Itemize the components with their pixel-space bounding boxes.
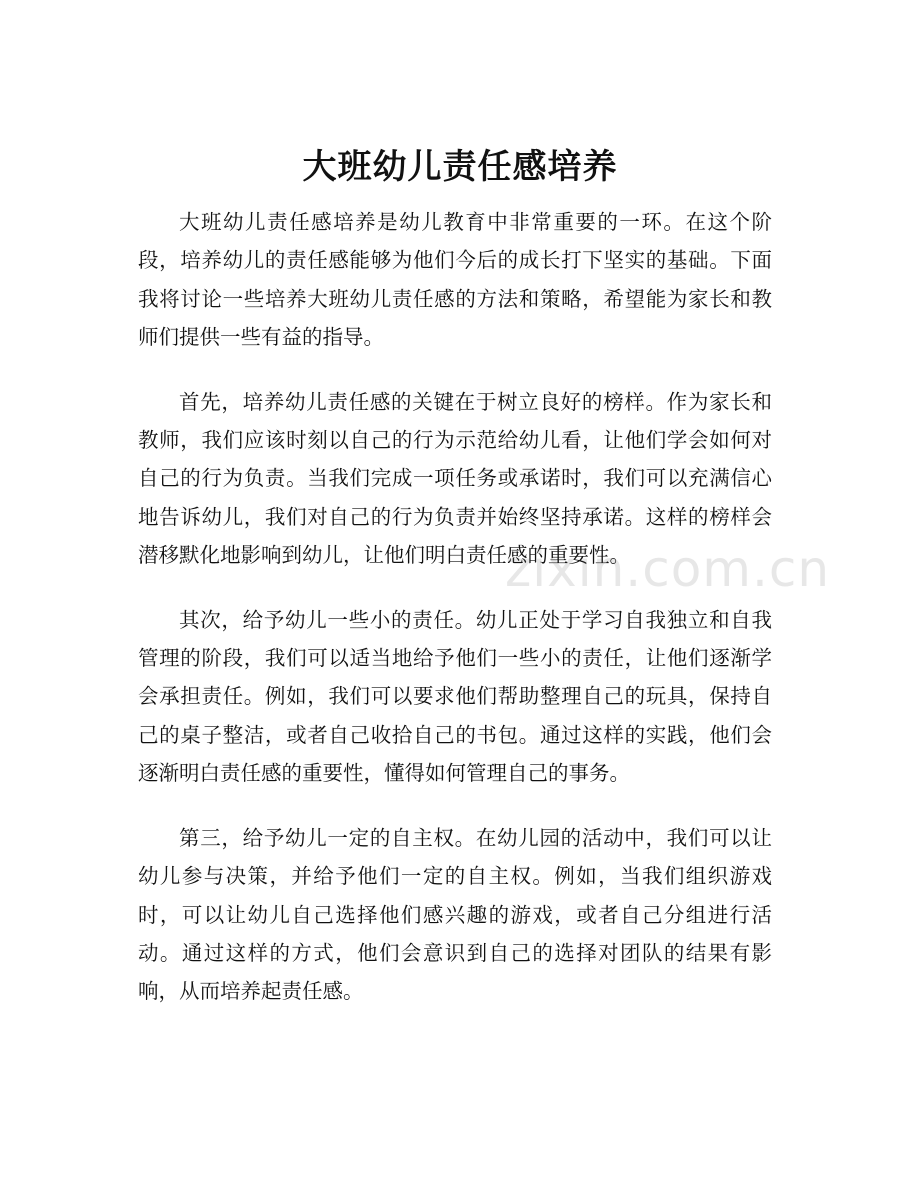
watermark: zixin.com.cn [505, 540, 831, 598]
page-title: 大班幼儿责任感培养 [302, 147, 618, 187]
paragraph-3: 其次，给予幼儿一些小的责任。幼儿正处于学习自我独立和自我管理的阶段，我们可以适当地给予他们一些小的责任，让他们逐渐学会承担责任。例如，我们可以要求他们帮助整理自己的玩具，保持自己的桌子整洁，或者自己收拾自己的书包。通过这样的实践，他们会逐渐明白责任感的重要性，懂得如何管理自己的事务。 [138, 607, 772, 786]
paragraph-4: 第三，给予幼儿一定的自主权。在幼儿园的活动中，我们可以让幼儿参与决策，并给予他们一定的自主权。例如，当我们组织游戏时，可以让幼儿自己选择他们感兴趣的游戏，或者自己分组进行活动。通过这样的方式，他们会意识到自己的选择对团队的结果有影响，从而培养起责任感。 [138, 825, 772, 1004]
paragraph-1: 大班幼儿责任感培养是幼儿教育中非常重要的一环。在这个阶段，培养幼儿的责任感能够为他们今后的成长打下坚实的基础。下面我将讨论一些培养大班幼儿责任感的方法和策略，希望能为家长和教师们提供一些有益的指导。 [138, 210, 772, 350]
document-body [138, 203, 772, 1037]
paragraph-2: 首先，培养幼儿责任感的关键在于树立良好的榜样。作为家长和教师，我们应该时刻以自己的行为示范给幼儿看，让他们学会如何对自己的行为负责。当我们完成一项任务或承诺时，我们可以充满信心地告诉幼儿，我们对自己的行为负责并始终坚持承诺。这样的榜样会潜移默化地影响到幼儿，让他们明白责任感的重要性。 [138, 389, 772, 568]
